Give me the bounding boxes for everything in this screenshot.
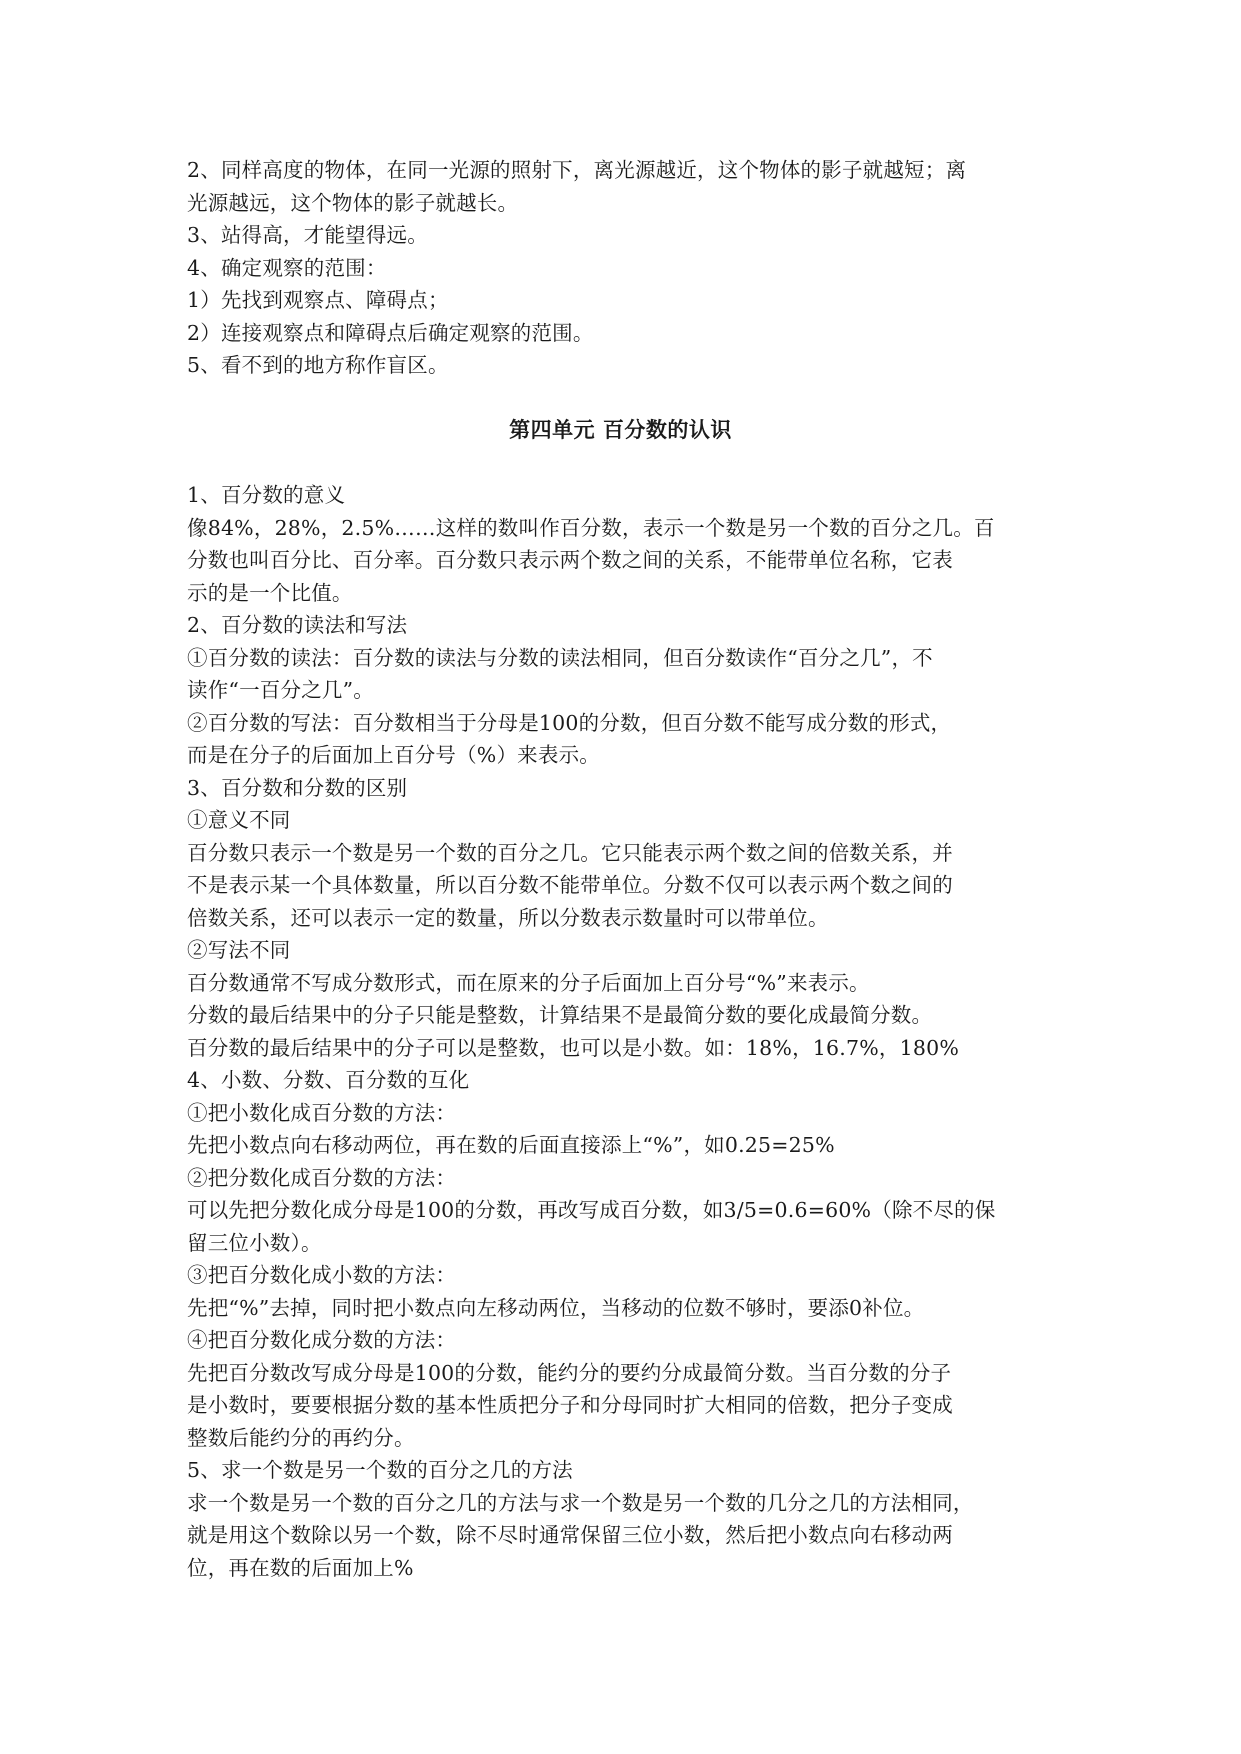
text-line: 不是表示某一个具体数量，所以百分数不能带单位。分数不仅可以表示两个数之间的 (187, 873, 953, 897)
text-line: 留三位小数）。 (187, 1230, 322, 1255)
text-line: 示的是一个比值。 (187, 580, 353, 605)
unit-title: 第四单元 百分数的认识 (509, 417, 732, 442)
text-line: 求一个数是另一个数的百分之几的方法与求一个数是另一个数的几分之几的方法相同， (187, 1490, 974, 1515)
text-line: 读作“一百分之几”。 (187, 678, 374, 702)
text-line: ①意义不同 (187, 808, 291, 832)
text-line: 百分数通常不写成分数形式，而在原来的分子后面加上百分号“%”来表示。 (187, 970, 870, 995)
text-line: 1、百分数的意义 (187, 483, 346, 507)
text-line: 可以先把分数化成分母是100的分数，再改写成百分数，如3/5=0.6=60%（除不尽的保 (187, 1198, 996, 1222)
text-line: 而是在分子的后面加上百分号（%）来表示。 (187, 743, 600, 767)
text-line: 2、百分数的读法和写法 (187, 613, 408, 637)
text-line: 2）连接观察点和障碍点后确定观察的范围。 (187, 320, 594, 345)
text-line: ②百分数的写法：百分数相当于分母是100的分数，但百分数不能写成分数的形式， (187, 710, 952, 735)
text-line: ②写法不同 (187, 938, 291, 962)
text-line: 分数的最后结果中的分子只能是整数，计算结果不是最简分数的要化成最简分数。 (187, 1003, 933, 1027)
text-line: 先把百分数改写成分母是100的分数，能约分的要约分成最简分数。当百分数的分子 (187, 1360, 952, 1385)
text-line: ②把分数化成百分数的方法： (187, 1165, 457, 1190)
text-line: 5、求一个数是另一个数的百分之几的方法 (187, 1458, 573, 1482)
text-line: 位，再在数的后面加上% (187, 1555, 414, 1580)
text-line: 2、同样高度的物体，在同一光源的照射下，离光源越近，这个物体的影子就越短；离 (187, 158, 967, 182)
text-line: 1）先找到观察点、障碍点； (187, 288, 449, 312)
text-line: 整数后能约分的再约分。 (187, 1425, 415, 1450)
text-line: 光源越远，这个物体的影子就越长。 (187, 190, 519, 215)
text-line: ①把小数化成百分数的方法： (187, 1100, 457, 1125)
text-line: 4、确定观察的范围： (187, 255, 387, 280)
text-line: 分数也叫百分比、百分率。百分数只表示两个数之间的关系，不能带单位名称，它表 (187, 548, 953, 572)
text-line: 百分数只表示一个数是另一个数的百分之几。它只能表示两个数之间的倍数关系，并 (187, 840, 953, 865)
text-line: 先把“%”去掉，同时把小数点向左移动两位，当移动的位数不够时，要添0补位。 (187, 1295, 925, 1320)
intro-section (187, 154, 1055, 382)
text-line: 倍数关系，还可以表示一定的数量，所以分数表示数量时可以带单位。 (187, 905, 829, 930)
text-line: 3、百分数和分数的区别 (187, 775, 408, 800)
text-line: 先把小数点向右移动两位，再在数的后面直接添上“%”，如0.25=25% (187, 1133, 835, 1157)
text-line: 百分数的最后结果中的分子可以是整数，也可以是小数。如：18%，16.7%，180% (187, 1035, 959, 1060)
text-line: 5、看不到的地方称作盲区。 (187, 353, 449, 377)
text-line: ③把百分数化成小数的方法： (187, 1263, 457, 1287)
text-line: 像84%，28%，2.5%……这样的数叫作百分数，表示一个数是另一个数的百分之几。百 (187, 515, 995, 540)
text-line: ④把百分数化成分数的方法： (187, 1328, 457, 1352)
text-line: 4、小数、分数、百分数的互化 (187, 1068, 470, 1092)
unit-body (187, 479, 1055, 1584)
text-line: ①百分数的读法：百分数的读法与分数的读法相同，但百分数读作“百分之几”，不 (187, 645, 933, 670)
text-line: 3、站得高，才能望得远。 (187, 223, 428, 247)
text-line: 就是用这个数除以另一个数，除不尽时通常保留三位小数，然后把小数点向右移动两 (187, 1523, 953, 1547)
text-line: 是小数时，要要根据分数的基本性质把分子和分母同时扩大相同的倍数，把分子变成 (187, 1393, 953, 1417)
